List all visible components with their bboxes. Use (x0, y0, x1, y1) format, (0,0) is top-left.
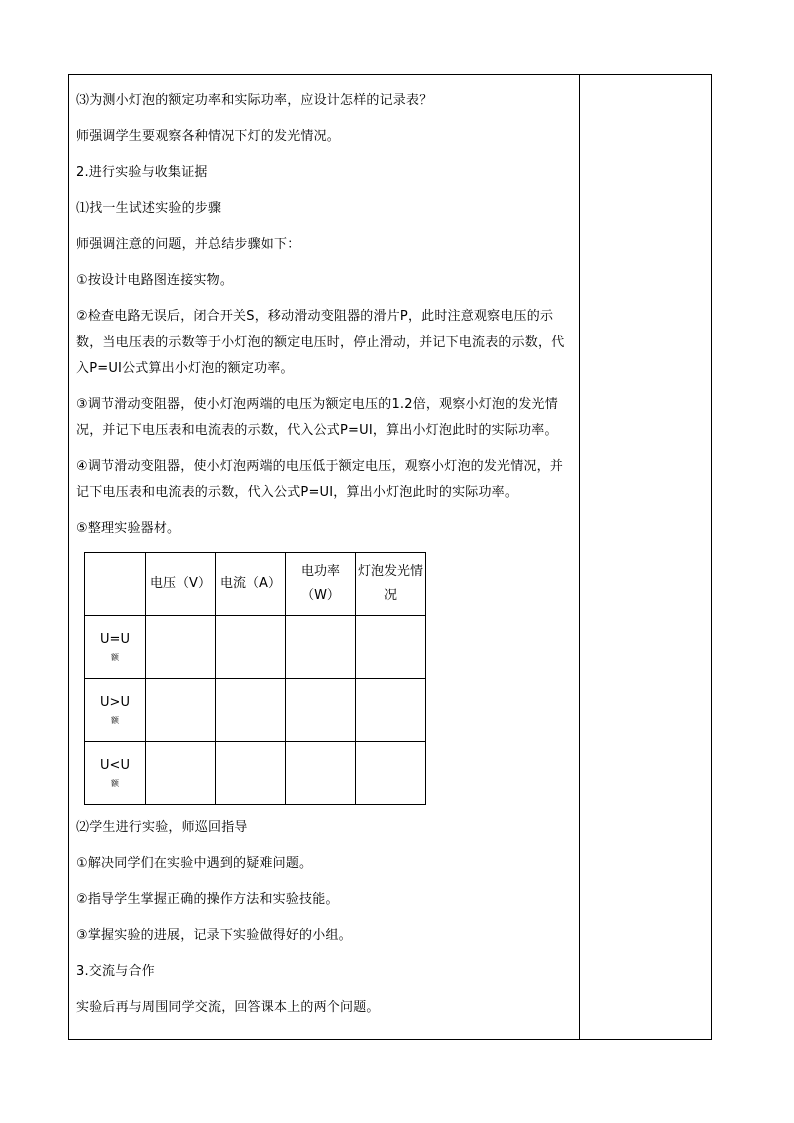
table-cell (356, 679, 426, 742)
row-label-subscript: 额 (111, 779, 119, 788)
table-row (85, 742, 426, 805)
table-cell (286, 679, 356, 742)
table-cell (286, 742, 356, 805)
row-label-cell (85, 679, 146, 742)
row-label-subscript: 额 (111, 653, 119, 662)
table-row (85, 616, 426, 679)
row-label-cell (85, 616, 146, 679)
paragraph: ⑴找一生试述实验的步骤 (76, 201, 222, 216)
step-item: ⑤整理实验器材。 (76, 521, 181, 536)
table-header-row (85, 553, 426, 616)
table-cell (146, 616, 216, 679)
table-cell (146, 679, 216, 742)
paragraph: 师强调注意的问题，并总结步骤如下： (76, 237, 301, 252)
table-cell (286, 616, 356, 679)
table-cell (356, 616, 426, 679)
row-label-cell (85, 742, 146, 805)
paragraph: ⑶为测小灯泡的额定功率和实际功率，应设计怎样的记录表？ (76, 93, 433, 108)
paragraph: ⑵学生进行实验，师巡回指导 (76, 820, 248, 835)
row-label: U<U (100, 758, 130, 773)
section-heading: 2.进行实验与收集证据 (76, 165, 208, 180)
table-header-cell: 电功率（W） (286, 553, 356, 616)
section-heading: 3.交流与合作 (76, 964, 155, 979)
record-table (84, 552, 426, 805)
table-cell (216, 679, 286, 742)
lesson-content (76, 88, 576, 1031)
table-header-cell: 电流（A） (216, 553, 286, 616)
step-item: ①按设计电路图连接实物。 (76, 273, 234, 288)
paragraph: 实验后再与周围同学交流，回答课本上的两个问题。 (76, 1000, 380, 1015)
step-item: ②检查电路无误后，闭合开关S，移动滑动变阻器的滑片P，此时注意观察电压的示数，当电压表的示数等于小灯泡的额定电压时，停止滑动，并记下电流表的示数，代入P=UI公式算出小灯泡的额定功率。 (76, 309, 565, 376)
table-cell (146, 742, 216, 805)
paragraph: 师强调学生要观察各种情况下灯的发光情况。 (76, 129, 341, 144)
column-divider (579, 74, 580, 1040)
step-item: ③掌握实验的进展，记录下实验做得好的小组。 (76, 928, 352, 943)
step-item: ④调节滑动变阻器，使小灯泡两端的电压低于额定电压，观察小灯泡的发光情况，并记下电压表和电流表的示数，代入公式P=UI，算出小灯泡此时的实际功率。 (76, 459, 564, 500)
table-cell (216, 616, 286, 679)
table-cell (216, 742, 286, 805)
table-header-cell: 灯泡发光情况 (356, 553, 426, 616)
step-item: ①解决同学们在实验中遇到的疑难问题。 (76, 856, 313, 871)
table-header-cell (85, 553, 146, 616)
step-item: ③调节滑动变阻器，使小灯泡两端的电压为额定电压的1.2倍，观察小灯泡的发光情况，并记下电压表和电流表的示数，代入公式P=UI，算出小灯泡此时的实际功率。 (76, 397, 558, 438)
row-label-subscript: 额 (111, 716, 119, 725)
step-item: ②指导学生掌握正确的操作方法和实验技能。 (76, 892, 339, 907)
row-label: U=U (100, 632, 130, 647)
table-header-cell: 电压（V） (146, 553, 216, 616)
table-row (85, 679, 426, 742)
row-label: U>U (100, 695, 130, 710)
table-cell (356, 742, 426, 805)
